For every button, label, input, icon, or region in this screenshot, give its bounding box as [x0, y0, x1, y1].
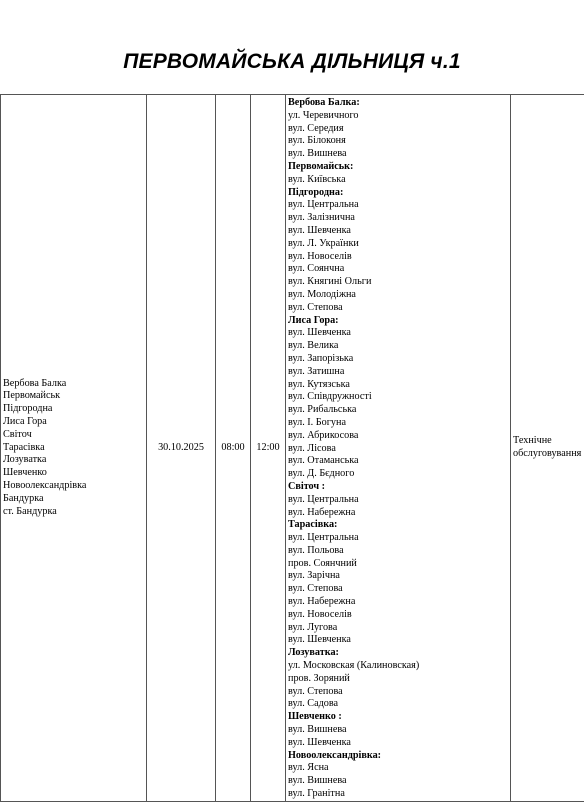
street-name: вул. Садова	[288, 698, 508, 711]
work-type-line: обслуговування	[513, 448, 584, 461]
settlements-cell	[1, 95, 147, 802]
street-name: вул. Центральна	[288, 199, 508, 212]
street-name: вул. Набережна	[288, 596, 508, 609]
street-name: вул. Отаманська	[288, 455, 508, 468]
street-name: вул. Абрикосова	[288, 430, 508, 443]
work-type-line: Технічне	[513, 435, 584, 448]
street-name: вул. Ясна	[288, 762, 508, 775]
street-name: ул. Московская (Калиновская)	[288, 660, 508, 673]
locality-heading: Лиса Гора:	[288, 315, 508, 328]
street-name: пров. Зоряний	[288, 673, 508, 686]
street-name: вул. Гранітна	[288, 788, 508, 801]
settlement-name: Світоч	[3, 429, 144, 442]
street-name: вул. Д. Бєдного	[288, 468, 508, 481]
settlement-name: ст. Бандурка	[3, 506, 144, 519]
street-name: вул. Шевченка	[288, 327, 508, 340]
street-name: вул. Степова	[288, 302, 508, 315]
work-type-cell	[511, 95, 584, 802]
page-title: ПЕРВОМАЙСЬКА ДІЛЬНИЦЯ ч.1	[0, 50, 584, 74]
street-name: вул. Степова	[288, 686, 508, 699]
locality-heading: Тарасівка:	[288, 519, 508, 532]
street-name: вул. Запорізька	[288, 353, 508, 366]
street-name: вул. Велика	[288, 340, 508, 353]
start-time-cell: 08:00	[216, 95, 251, 802]
street-name: вул. Набережна	[288, 507, 508, 520]
street-name: вул. Вишнева	[288, 724, 508, 737]
settlement-name: Підгородна	[3, 403, 144, 416]
street-name: вул. Співдружності	[288, 391, 508, 404]
date-cell: 30.10.2025	[147, 95, 216, 802]
settlement-name: Новоолександрівка	[3, 480, 144, 493]
street-name: вул. Зарічна	[288, 570, 508, 583]
street-name: вул. Л. Українки	[288, 238, 508, 251]
street-name: вул. Степова	[288, 583, 508, 596]
settlement-name: Шевченко	[3, 467, 144, 480]
street-name: вул. Лугова	[288, 622, 508, 635]
street-name: вул. Шевченка	[288, 737, 508, 750]
streets-cell	[286, 95, 511, 802]
locality-heading: Шевченко :	[288, 711, 508, 724]
settlement-name: Лиса Гора	[3, 416, 144, 429]
locality-heading: Новоолександрівка:	[288, 750, 508, 763]
end-time-cell: 12:00	[251, 95, 286, 802]
table-row	[1, 95, 584, 802]
street-name: ул. Черевичного	[288, 110, 508, 123]
street-name: вул. Рибальська	[288, 404, 508, 417]
outage-schedule-table	[0, 94, 584, 802]
street-name: вул. Шевченка	[288, 634, 508, 647]
settlement-name: Первомайськ	[3, 390, 144, 403]
street-name: пров. Соянчний	[288, 558, 508, 571]
street-name: вул. Залізнична	[288, 212, 508, 225]
settlement-name: Вербова Балка	[3, 378, 144, 391]
street-name: вул. Молодіжна	[288, 289, 508, 302]
street-name: вул. Центральна	[288, 532, 508, 545]
street-name: вул. Вишнева	[288, 775, 508, 788]
street-name: вул. Шевченка	[288, 225, 508, 238]
settlement-name: Лозуватка	[3, 454, 144, 467]
street-name: вул. Новоселів	[288, 609, 508, 622]
settlement-name: Тарасівка	[3, 442, 144, 455]
settlement-name: Бандурка	[3, 493, 144, 506]
street-name: вул. Київська	[288, 174, 508, 187]
street-name: вул. Вишнева	[288, 148, 508, 161]
locality-heading: Лозуватка:	[288, 647, 508, 660]
street-name: вул. Лісова	[288, 443, 508, 456]
street-name: вул. Центральна	[288, 494, 508, 507]
street-name: вул. Білоконя	[288, 135, 508, 148]
street-name: вул. Кутязська	[288, 379, 508, 392]
locality-heading: Підгородна:	[288, 187, 508, 200]
locality-heading: Вербова Балка:	[288, 97, 508, 110]
street-name: вул. Княгині Ольги	[288, 276, 508, 289]
street-name: вул. Соянчна	[288, 263, 508, 276]
locality-heading: Світоч :	[288, 481, 508, 494]
street-name: вул. Новоселів	[288, 251, 508, 264]
street-name: вул. Польова	[288, 545, 508, 558]
street-name: вул. Затишна	[288, 366, 508, 379]
street-name: вул. І. Богуна	[288, 417, 508, 430]
street-name: вул. Середия	[288, 123, 508, 136]
locality-heading: Первомайськ:	[288, 161, 508, 174]
